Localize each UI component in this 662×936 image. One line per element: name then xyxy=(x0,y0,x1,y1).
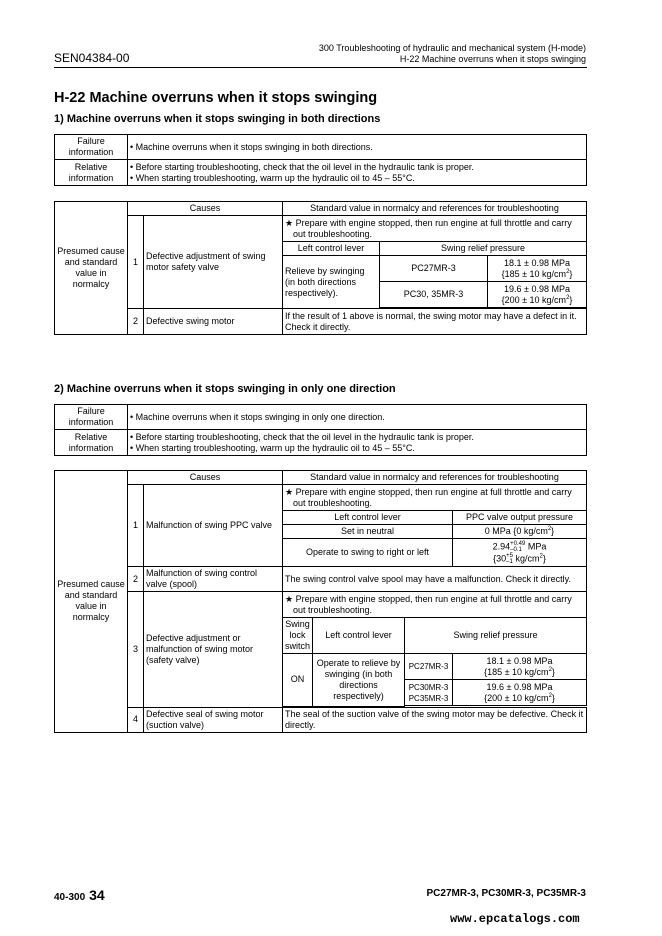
model-cell: PC27MR-3 xyxy=(380,256,488,282)
model-cell: PC30, 35MR-3 xyxy=(380,282,488,308)
relative-label: Relative information xyxy=(55,430,128,456)
relative-item: • Before starting troubleshooting, check that the oil level in the hydraulic tank is proper. xyxy=(130,431,474,442)
relative-item: • When starting troubleshooting, warm up the hydraulic oil to 45 – 55°C. xyxy=(130,442,415,453)
relative-item: • Before starting troubleshooting, check that the oil level in the hydraulic tank is proper. xyxy=(130,161,474,172)
failure-label: Failure information xyxy=(55,405,128,430)
cause-text: Defective adjustment of swing motor safety valve xyxy=(144,216,283,309)
std-text: The seal of the suction valve of the swing motor may be defective. Check it directly. xyxy=(283,707,587,732)
prep-note: ★ Prepare with engine stopped, then run engine at full throttle and carry out troubleshooting. xyxy=(283,216,587,242)
pressure-kg: {200 ± 10 $kg/cm^2$} xyxy=(501,294,573,305)
std-text: If the result of 1 above is normal, the swing motor may have a defect in it. Check it directly. xyxy=(283,309,587,335)
pressure-cell xyxy=(453,654,587,680)
relative-text xyxy=(128,160,587,186)
section1-causes-table xyxy=(54,201,587,335)
pressure-kg: {200 ± 10 $kg/cm^2$} xyxy=(484,692,555,703)
std-text: The swing control valve spool may have a malfunction. Check it directly. xyxy=(283,567,587,592)
cause-text: Defective swing motor xyxy=(144,309,283,335)
pressure-kg: {185 ± 10 $kg/cm^2$} xyxy=(501,268,573,279)
pressure-mpa: 19.6 ± 0.98 MPa xyxy=(504,283,570,294)
running-header xyxy=(319,43,586,65)
prep-note: ★ Prepare with engine stopped, then run engine at full throttle and carry out troubleshooting. xyxy=(283,592,587,618)
section1-info-table xyxy=(54,134,587,186)
neutral-value: 0 MPa {0 $kg/cm^2$} xyxy=(453,525,587,539)
section-title: H-22 Machine overruns when it stops swinging xyxy=(399,54,586,64)
cause-number: 2 xyxy=(128,567,144,592)
lever-value: Relieve by swinging (in both directions respectively). xyxy=(283,256,380,309)
col-lever-header: Left control lever xyxy=(313,618,405,654)
section2-info-table xyxy=(54,404,587,456)
pressure-mpa: 18.1 ± 0.98 MPa xyxy=(504,257,570,268)
section1-heading: 1) Machine overruns when it stops swinging in both directions xyxy=(54,113,381,125)
col-ppc-header: PPC valve output pressure xyxy=(453,511,587,525)
std-header: Standard value in normalcy and references for troubleshooting xyxy=(283,202,587,216)
failure-text: • Machine overruns when it stops swinging in only one direction. xyxy=(128,405,587,430)
pressure-cell xyxy=(453,680,587,706)
pressure-cell xyxy=(488,256,587,282)
operate-cell: Operate to swing to right or left xyxy=(283,539,453,567)
col-lever-header: Left control lever xyxy=(283,511,453,525)
presumed-label: Presumed cause and standard value in normalcy xyxy=(55,471,128,733)
cause-number: 4 xyxy=(128,707,144,732)
cause-text: Defective adjustment or malfunction of swing motor (safety valve) xyxy=(144,592,283,708)
col-relief-header: Swing relief pressure xyxy=(405,618,587,654)
neutral-cell: Set in neutral xyxy=(283,525,453,539)
cause-number: 1 xyxy=(128,216,144,309)
relative-text xyxy=(128,430,587,456)
failure-label: Failure information xyxy=(55,135,128,160)
model-name: PC35MR-3 xyxy=(408,693,449,703)
doc-code: SEN04384-00 xyxy=(54,51,130,65)
col-relief-header: Swing relief pressure xyxy=(380,242,587,256)
presumed-label: Presumed cause and standard value in normalcy xyxy=(55,202,128,335)
pressure-mpa: 19.6 ± 0.98 MPa xyxy=(486,681,553,692)
watermark: www.epcatalogs.com xyxy=(450,912,580,926)
lever-value: Operate to relieve by swinging (in both directions respectively) xyxy=(313,654,405,707)
operate-value: 2.94 +0.49 –0.1 MPa {30 +5 –1 $kg/cm^2$} xyxy=(453,539,587,567)
col-switch-header: Swing lock switch xyxy=(283,618,313,654)
relative-label: Relative information xyxy=(55,160,128,186)
causes-header: Causes xyxy=(128,471,283,485)
cause-number: 1 xyxy=(128,485,144,567)
page-number: 40-300 34 xyxy=(54,887,105,903)
cause-text: Defective seal of swing motor (suction valve) xyxy=(144,707,283,732)
model-list: PC27MR-3, PC30MR-3, PC35MR-3 xyxy=(426,888,586,899)
failure-text: • Machine overruns when it stops swinging in both directions. xyxy=(128,135,587,160)
col-lever-header: Left control lever xyxy=(283,242,380,256)
causes-header: Causes xyxy=(128,202,283,216)
switch-on: ON xyxy=(283,654,313,707)
cause-number: 2 xyxy=(128,309,144,335)
pressure-mpa: 18.1 ± 0.98 MPa xyxy=(486,655,553,666)
header-rule xyxy=(54,67,587,68)
model-cell: PC27MR-3 xyxy=(405,654,453,680)
model-cell xyxy=(405,680,453,706)
cause-text: Malfunction of swing PPC valve xyxy=(144,485,283,567)
section2-causes-table xyxy=(54,470,587,733)
cause-text: Malfunction of swing control valve (spool) xyxy=(144,567,283,592)
chapter-title: 300 Troubleshooting of hydraulic and mechanical system (H-mode) xyxy=(318,43,586,53)
pressure-kg: {185 ± 10 $kg/cm^2$} xyxy=(484,666,555,677)
std-header: Standard value in normalcy and references for troubleshooting xyxy=(283,471,587,485)
prep-note: ★ Prepare with engine stopped, then run engine at full throttle and carry out troubleshooting. xyxy=(283,485,587,511)
pressure-cell xyxy=(488,282,587,308)
model-name: PC30MR-3 xyxy=(408,682,449,692)
section2-heading: 2) Machine overruns when it stops swinging in only one direction xyxy=(54,383,396,395)
page-title: H-22 Machine overruns when it stops swinging xyxy=(54,90,378,106)
cause-number: 3 xyxy=(128,592,144,708)
relative-item: • When starting troubleshooting, warm up the hydraulic oil to 45 – 55°C. xyxy=(130,172,415,183)
